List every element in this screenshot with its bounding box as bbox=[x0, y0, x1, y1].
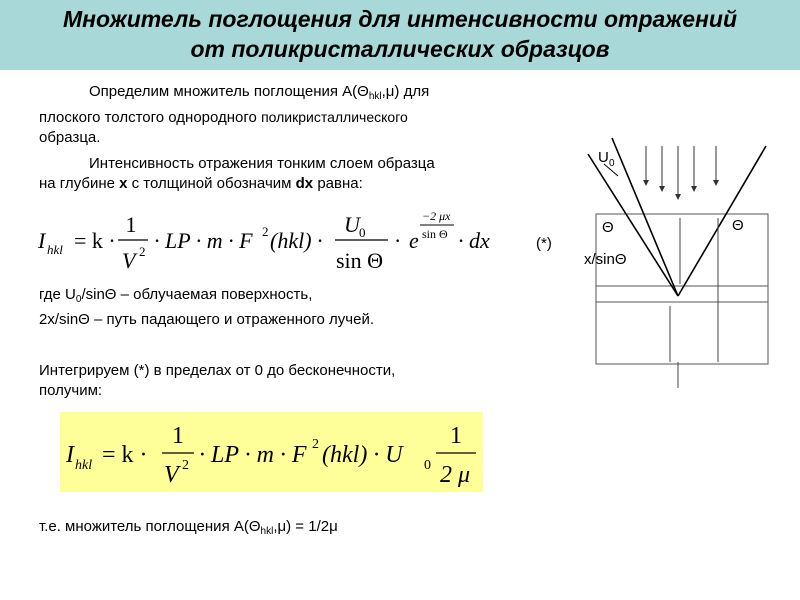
text: получим: bbox=[39, 382, 103, 399]
formula-symbol: e bbox=[409, 228, 419, 253]
formula-subscript: 0 bbox=[359, 225, 366, 240]
formula-denominator: 2 μ bbox=[440, 462, 471, 488]
label-theta-right: Θ bbox=[732, 217, 744, 234]
formula-text: · LP · m · F bbox=[154, 228, 253, 253]
text: с толщиной обозначим bbox=[131, 175, 292, 192]
paragraph-intensity bbox=[39, 154, 559, 194]
formula-text: · LP · m · F bbox=[199, 442, 307, 468]
formula-text: (hkl) · U bbox=[322, 442, 403, 468]
formula-text: · dx bbox=[458, 228, 490, 253]
formula-text: = k · bbox=[74, 228, 116, 253]
text: где U bbox=[39, 286, 76, 303]
title-line-2: от поликристаллических образцов bbox=[190, 36, 610, 62]
paragraph-integrate bbox=[39, 361, 559, 401]
slide-title bbox=[0, 4, 800, 64]
formula-subscript: 0 bbox=[424, 458, 431, 473]
result-line bbox=[39, 517, 559, 542]
text: Определим множитель поглощения А(Θ bbox=[89, 83, 369, 100]
formula-numerator: 1 bbox=[450, 423, 462, 449]
formula-numerator: U bbox=[344, 212, 360, 237]
text: плоского толстого однородного bbox=[39, 109, 257, 126]
label-u0: U bbox=[598, 149, 609, 166]
explanation-path bbox=[39, 310, 559, 330]
formula-exponent-denominator: sin Θ bbox=[422, 227, 448, 241]
formula-subscript: hkl bbox=[47, 242, 63, 257]
text: поликристаллического bbox=[261, 109, 408, 125]
text: /sinΘ – облучаемая поверхность, bbox=[81, 286, 313, 303]
formula-marker: (*) bbox=[536, 235, 552, 252]
formula-superscript: 2 bbox=[262, 224, 269, 239]
formula-subscript: hkl bbox=[75, 458, 93, 473]
label-theta-left: Θ bbox=[602, 219, 614, 236]
text: ,μ) = 1/2μ bbox=[273, 518, 338, 535]
text: на глубине bbox=[39, 175, 115, 192]
title-line-1: Множитель поглощения для интенсивности отражений bbox=[62, 6, 738, 32]
subscript: 0 bbox=[75, 294, 82, 305]
formula-text: (hkl) · bbox=[270, 228, 323, 253]
text: Интенсивность отражения тонким слоем образца bbox=[89, 155, 435, 172]
formula-integrated bbox=[60, 412, 483, 492]
formula-numerator: 1 bbox=[172, 423, 184, 449]
formula-thin-layer bbox=[30, 200, 570, 280]
text: образца. bbox=[39, 129, 101, 146]
formula-text: · bbox=[394, 228, 402, 253]
text: Интегрируем (*) в пределах от 0 до бесконечности, bbox=[39, 362, 396, 379]
absorption-diagram bbox=[566, 136, 800, 396]
paragraph-definition bbox=[39, 82, 559, 148]
var-x: x bbox=[119, 175, 128, 192]
label-x-sin: x/sinΘ bbox=[584, 251, 627, 268]
formula-text: = k · bbox=[102, 442, 148, 468]
label-u0-sub: 0 bbox=[609, 158, 615, 169]
text: 2x/sinΘ – путь падающего и отраженного лучей. bbox=[39, 311, 374, 328]
formula-numerator: 1 bbox=[125, 212, 137, 237]
text: ,μ) для bbox=[381, 83, 430, 100]
formula-superscript: 2 bbox=[182, 458, 189, 473]
text: равна: bbox=[317, 175, 363, 192]
formula-superscript: 2 bbox=[139, 244, 146, 259]
subscript: hkl bbox=[260, 526, 274, 537]
formula-denominator: V bbox=[164, 462, 179, 488]
formula-symbol: I bbox=[38, 228, 46, 253]
explanation-surface bbox=[39, 285, 559, 310]
var-dx: dx bbox=[295, 175, 314, 192]
formula-superscript: 2 bbox=[312, 437, 319, 452]
formula-denominator: sin Θ bbox=[336, 248, 384, 273]
text: т.е. множитель поглощения А(Θ bbox=[39, 518, 261, 535]
subscript: hkl bbox=[368, 91, 382, 102]
formula-denominator: V bbox=[122, 248, 136, 273]
formula-symbol: I bbox=[66, 442, 74, 468]
formula-exponent-numerator: −2 μx bbox=[422, 209, 451, 223]
